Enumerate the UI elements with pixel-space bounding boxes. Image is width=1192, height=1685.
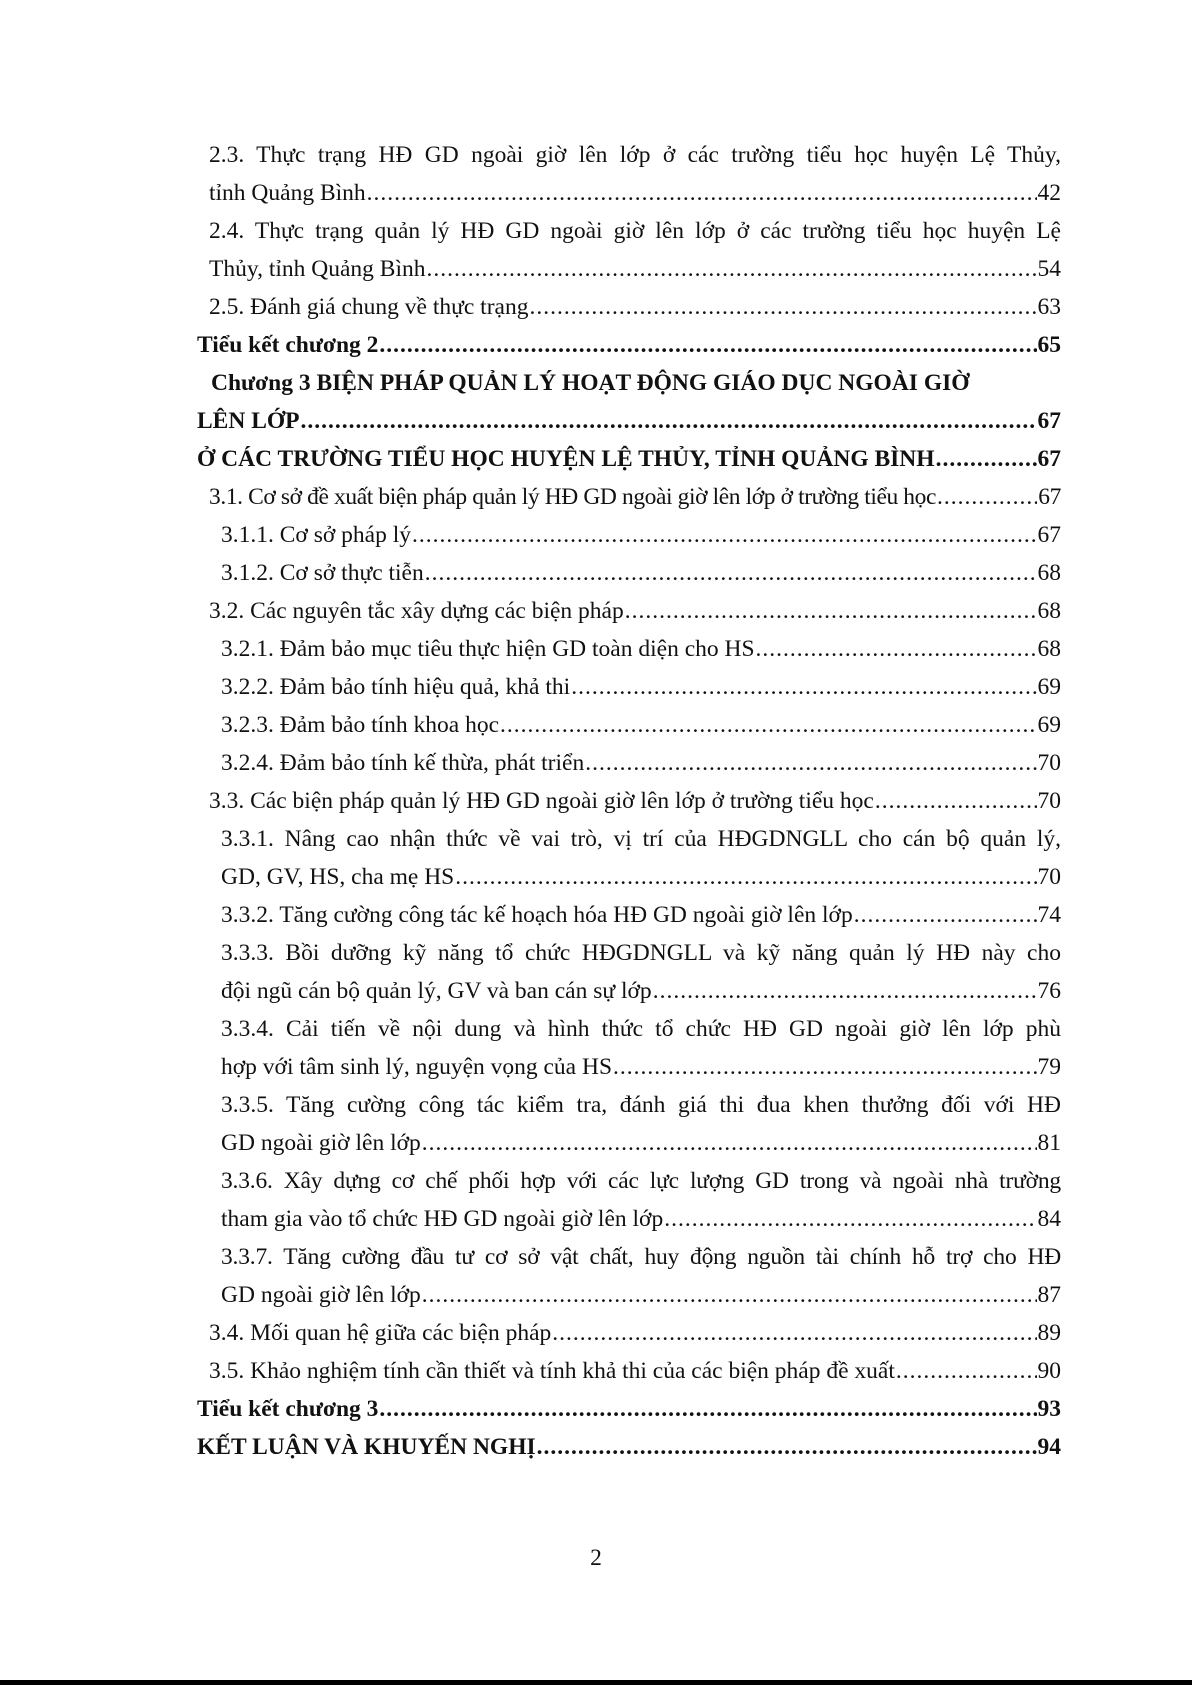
toc-entry-title: tỉnh Quảng Bình bbox=[209, 180, 366, 206]
toc-entry-3-3-7 bbox=[221, 1276, 1061, 1314]
toc-entry-title: 3.3. Các biện pháp quản lý HĐ GD ngoài giờ lên lớp ở trường tiểu học bbox=[209, 788, 874, 814]
dot-leader bbox=[625, 592, 1037, 630]
toc-entry-3-3-4 bbox=[221, 1048, 1061, 1086]
dot-leader bbox=[552, 1314, 1036, 1352]
toc-page-number: 68 bbox=[1037, 560, 1061, 586]
toc-entry-title: Ở CÁC TRƯỜNG TIỂU HỌC HUYỆN LỆ THỦY, TỈNH QUẢNG BÌNH bbox=[197, 446, 935, 472]
toc-entry-title: Tiểu kết chương 3 bbox=[197, 1396, 379, 1422]
toc-entry-3-3-1 bbox=[221, 858, 1061, 896]
toc-entry-title: GD, GV, HS, cha mẹ HS bbox=[221, 864, 455, 890]
toc-entry-3-2 bbox=[209, 592, 1061, 630]
toc-entry-3-1-1 bbox=[221, 516, 1061, 554]
dot-leader bbox=[379, 326, 1036, 364]
toc-entry-3-2-1 bbox=[221, 630, 1061, 668]
dot-leader bbox=[529, 288, 1036, 326]
dot-leader bbox=[379, 1390, 1036, 1428]
dot-leader bbox=[425, 554, 1037, 592]
toc-entry-conclusion bbox=[197, 1428, 1061, 1466]
toc-page-number: 89 bbox=[1037, 1320, 1061, 1346]
toc-entry-3-1 bbox=[209, 478, 1061, 516]
dot-leader bbox=[412, 516, 1036, 554]
toc-entry-3-3-3 bbox=[221, 972, 1061, 1010]
toc-page-number: 79 bbox=[1037, 1054, 1061, 1080]
toc-page-number: 63 bbox=[1037, 294, 1061, 320]
toc-entry-title: Tiểu kết chương 2 bbox=[197, 332, 379, 358]
dot-leader bbox=[896, 1352, 1037, 1390]
toc-page-number: 90 bbox=[1037, 1358, 1061, 1384]
toc-page-number: 42 bbox=[1037, 180, 1061, 206]
toc-entry-2-4 bbox=[209, 250, 1061, 288]
dot-leader bbox=[301, 402, 1037, 440]
dot-leader bbox=[422, 1276, 1037, 1314]
dot-leader bbox=[427, 250, 1037, 288]
toc-entry-3-3-2 bbox=[221, 896, 1061, 934]
toc-page-number: 67 bbox=[1037, 408, 1061, 434]
toc-entry-3-3-4-line1: 3.3.4. Cải tiến về nội dung và hình thức tổ chức HĐ GD ngoài giờ lên lớp phù bbox=[221, 1016, 1061, 1042]
toc-entry-title: KẾT LUẬN VÀ KHUYẾN NGHỊ bbox=[197, 1434, 536, 1460]
toc-entry-chapter-3-line1: Chương 3 BIỆN PHÁP QUẢN LÝ HOẠT ĐỘNG GIÁO DỤC NGOÀI GIỜ bbox=[211, 370, 970, 396]
toc-entry-3-3-5-line1: 3.3.5. Tăng cường công tác kiểm tra, đánh giá thi đua khen thưởng đối với HĐ bbox=[221, 1092, 1061, 1118]
toc-entry-3-3-6 bbox=[221, 1200, 1061, 1238]
toc-entry-title: 3.2.1. Đảm bảo mục tiêu thực hiện GD toàn diện cho HS bbox=[221, 636, 755, 662]
toc-entry-title: 3.5. Khảo nghiệm tính cần thiết và tính khả thi của các biện pháp đề xuất bbox=[209, 1358, 895, 1384]
dot-leader bbox=[664, 1200, 1036, 1238]
dot-leader bbox=[937, 478, 1037, 516]
toc-entry-3-2-3 bbox=[221, 706, 1061, 744]
bottom-border bbox=[0, 1680, 1192, 1685]
toc-entry-3-2-2 bbox=[221, 668, 1061, 706]
toc-entry-title: 3.2. Các nguyên tắc xây dựng các biện pháp bbox=[209, 598, 624, 624]
dot-leader bbox=[756, 630, 1037, 668]
toc-entry-chapter-3-summary bbox=[197, 1390, 1061, 1428]
dot-leader bbox=[571, 668, 1036, 706]
toc-entry-title: 3.3.2. Tăng cường công tác kế hoạch hóa HĐ GD ngoài giờ lên lớp bbox=[221, 902, 853, 928]
toc-entry-2-4-line1: 2.4. Thực trạng quản lý HĐ GD ngoài giờ lên lớp ở các trường tiểu học huyện Lệ bbox=[209, 218, 1061, 244]
toc-entry-title: GD ngoài giờ lên lớp bbox=[221, 1130, 421, 1156]
toc-entry-title: tham gia vào tổ chức HĐ GD ngoài giờ lên lớp bbox=[221, 1206, 664, 1232]
dot-leader bbox=[367, 174, 1037, 212]
dot-leader bbox=[455, 858, 1036, 896]
toc-entry-3-3-1-line1: 3.3.1. Nâng cao nhận thức về vai trò, vị trí của HĐGDNGLL cho cán bộ quản lý, bbox=[221, 826, 1061, 852]
toc-entry-title: 3.1. Cơ sở đề xuất biện pháp quản lý HĐ GD ngoài giờ lên lớp ở trường tiểu học bbox=[209, 484, 937, 510]
toc-page-number: 69 bbox=[1037, 712, 1061, 738]
toc-page-number: 70 bbox=[1037, 788, 1061, 814]
toc-entry-title: 3.4. Mối quan hệ giữa các biện pháp bbox=[209, 1320, 552, 1346]
toc-page-number: 70 bbox=[1037, 864, 1061, 890]
dot-leader bbox=[537, 1428, 1037, 1466]
toc-entry-title: 2.5. Đánh giá chung về thực trạng bbox=[209, 294, 529, 320]
toc-entry-title: LÊN LỚP bbox=[197, 408, 300, 434]
toc-page-number: 87 bbox=[1037, 1282, 1061, 1308]
toc-entry-3-5 bbox=[209, 1352, 1061, 1390]
dot-leader bbox=[875, 782, 1037, 820]
dot-leader bbox=[585, 744, 1036, 782]
toc-page-number: 84 bbox=[1037, 1206, 1061, 1232]
toc-entry-3-1-2 bbox=[221, 554, 1061, 592]
toc-page-number: 68 bbox=[1037, 598, 1061, 624]
toc-entry-2-3 bbox=[209, 174, 1061, 212]
toc-entry-title: hợp với tâm sinh lý, nguyện vọng của HS bbox=[221, 1054, 613, 1080]
toc-entry-3-3-5 bbox=[221, 1124, 1061, 1162]
toc-entry-title: 3.2.2. Đảm bảo tính hiệu quả, khả thi bbox=[221, 674, 571, 700]
toc-page-number: 81 bbox=[1037, 1130, 1061, 1156]
toc-entry-title: đội ngũ cán bộ quản lý, GV và ban cán sự lớp bbox=[221, 978, 652, 1004]
toc-entry-title: 3.2.4. Đảm bảo tính kế thừa, phát triển bbox=[221, 750, 585, 776]
toc-page-number: 69 bbox=[1037, 674, 1061, 700]
toc-entry-chapter-3 bbox=[197, 402, 1061, 440]
toc-entry-title: Thủy, tỉnh Quảng Bình bbox=[209, 256, 426, 282]
toc-page-number: 67 bbox=[1037, 446, 1061, 472]
dot-leader bbox=[854, 896, 1037, 934]
toc-entry-3-3-6-line1: 3.3.6. Xây dựng cơ chế phối hợp với các lực lượng GD trong và ngoài nhà trường bbox=[221, 1168, 1061, 1194]
toc-entry-chapter-3-subtitle bbox=[197, 440, 1061, 478]
toc-page-number: 70 bbox=[1037, 750, 1061, 776]
toc-page-number: 68 bbox=[1037, 636, 1061, 662]
toc-page-number: 93 bbox=[1037, 1396, 1061, 1422]
toc-entry-3-3-3-line1: 3.3.3. Bồi dưỡng kỹ năng tổ chức HĐGDNGLL và kỹ năng quản lý HĐ này cho bbox=[221, 940, 1061, 966]
toc-entry-3-3-7-line1: 3.3.7. Tăng cường đầu tư cơ sở vật chất, huy động nguồn tài chính hỗ trợ cho HĐ bbox=[221, 1244, 1061, 1270]
dot-leader bbox=[422, 1124, 1037, 1162]
toc-entry-3-3 bbox=[209, 782, 1061, 820]
dot-leader bbox=[936, 440, 1037, 478]
toc-page-number: 74 bbox=[1037, 902, 1061, 928]
toc-entry-3-2-4 bbox=[221, 744, 1061, 782]
toc-entry-2-5 bbox=[209, 288, 1061, 326]
toc-page-number: 65 bbox=[1037, 332, 1061, 358]
toc-entry-title: 3.1.2. Cơ sở thực tiễn bbox=[221, 560, 424, 586]
toc-page-number: 94 bbox=[1037, 1434, 1061, 1460]
toc-entry-title: GD ngoài giờ lên lớp bbox=[221, 1282, 421, 1308]
toc-page-number: 67 bbox=[1038, 484, 1061, 510]
toc-entry-title: 3.1.1. Cơ sở pháp lý bbox=[221, 522, 412, 548]
toc-entry-title: 3.2.3. Đảm bảo tính khoa học bbox=[221, 712, 500, 738]
toc-entry-3-4 bbox=[209, 1314, 1061, 1352]
toc-page-number: 54 bbox=[1037, 256, 1061, 282]
toc-page-number: 67 bbox=[1037, 522, 1061, 548]
toc-entry-chapter-2-summary bbox=[197, 326, 1061, 364]
dot-leader bbox=[653, 972, 1037, 1010]
page-number: 2 bbox=[590, 1545, 602, 1571]
dot-leader bbox=[500, 706, 1036, 744]
toc-entry-2-3-line1: 2.3. Thực trạng HĐ GD ngoài giờ lên lớp ở các trường tiểu học huyện Lệ Thủy, bbox=[209, 142, 1061, 168]
toc-page-number: 76 bbox=[1037, 978, 1061, 1004]
dot-leader bbox=[613, 1048, 1036, 1086]
